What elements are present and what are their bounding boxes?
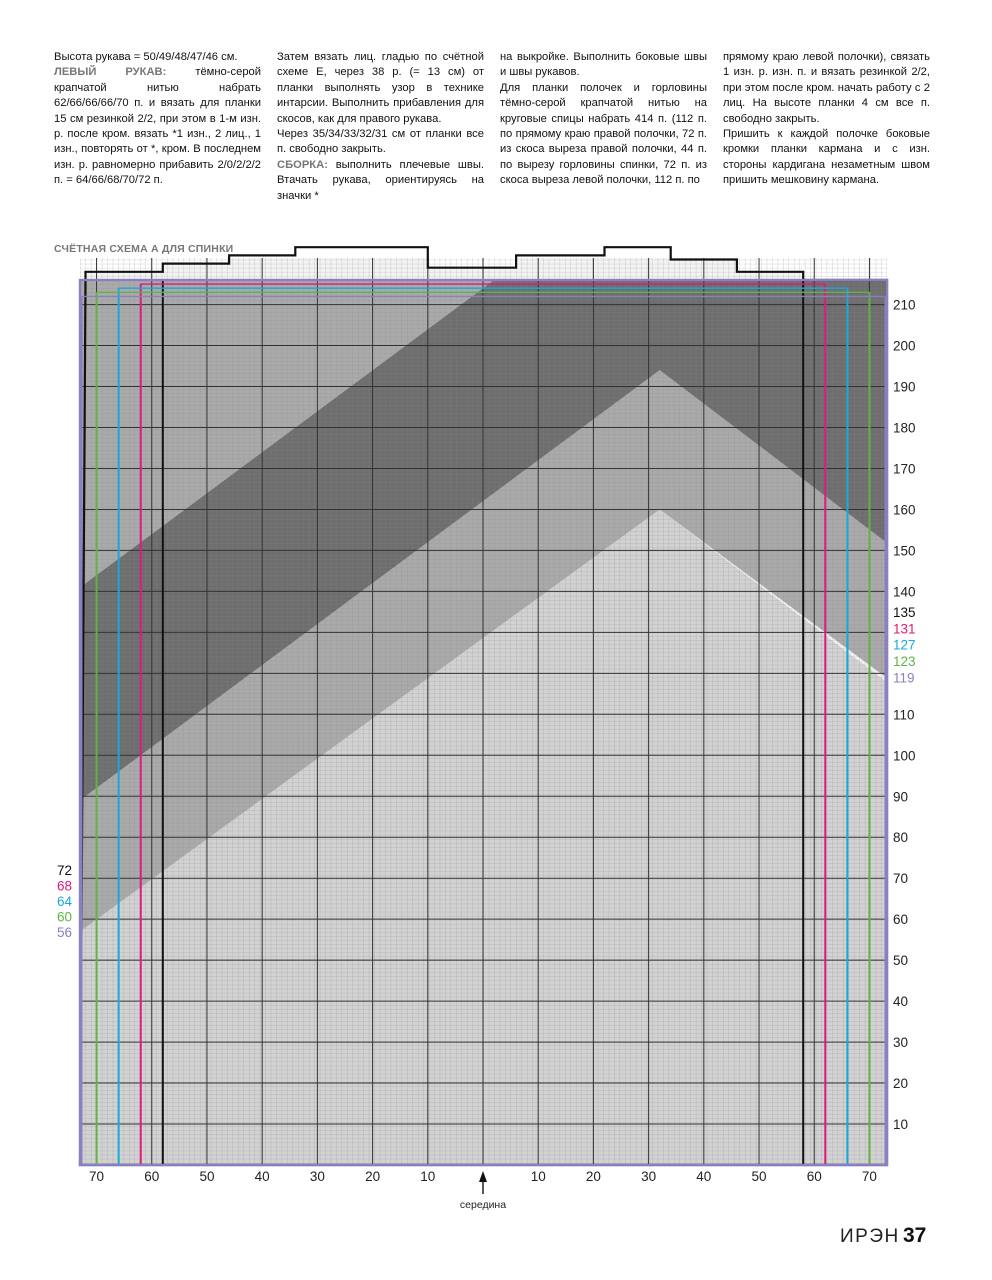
center-arrow-head [479, 1171, 487, 1182]
paragraph-text: Через 35/34/33/32/31 см от планки все п. свободно закрыть. [277, 128, 484, 156]
x-tick-label: 60 [144, 1169, 160, 1184]
paragraph-text: на выкройке. Выполнить боковые швы и швы рукавов. [500, 51, 707, 79]
paragraph-text: тёмно-серой крапчатой нитью набрать 62/66/66/66/70 п. и вязать для планки 15 см резинкой 2/2, при этом в 1-м изн. р. после кром. вязать *1 изн., 2 лиц., 1 изн., повторять от *, кром. В последнем изн. р. равномерно прибавить 2/0/2/2/2 п. = 64/66/68/70/72 п. [54, 66, 262, 187]
y-tick-label: 170 [893, 461, 916, 477]
y-tick-label: 20 [893, 1076, 909, 1092]
footer-brand: ИРЭН [840, 1226, 900, 1247]
y-tick-label: 140 [893, 584, 916, 600]
x-tick-label: 50 [199, 1169, 215, 1184]
size-stitch-label: 68 [56, 878, 72, 894]
y-tick-label: 100 [893, 748, 916, 764]
center-label: середина [459, 1199, 507, 1211]
chart-title: СЧЁТНАЯ СХЕМА А ДЛЯ СПИНКИ [54, 243, 234, 255]
x-tick-label: 30 [309, 1169, 325, 1184]
y-tick-label: 200 [893, 338, 916, 354]
x-tick-label: 70 [861, 1169, 877, 1184]
y-tick-label: 50 [893, 953, 909, 969]
y-tick-label: 180 [893, 420, 916, 436]
y-tick-label: 30 [893, 1035, 909, 1051]
x-tick-label: 70 [89, 1169, 105, 1184]
x-tick-label: 10 [530, 1169, 546, 1184]
y-tick-label: 10 [893, 1117, 909, 1133]
section-heading: ЛЕВЫЙ РУКАВ: [54, 66, 167, 79]
y-tick-label: 210 [893, 297, 916, 313]
y-tick-label: 60 [893, 912, 909, 928]
y-tick-label: 70 [893, 871, 909, 887]
y-tick-label: 40 [893, 994, 909, 1010]
size-stitch-label: 72 [56, 863, 72, 878]
x-tick-label: 20 [365, 1169, 381, 1184]
y-tick-label: 160 [893, 502, 916, 518]
paragraph-text: Затем вязать лиц. гладью по счётной схеме Е, через 38 р. (= 13 см) от планки выполнять узор в технике интарсии. Выполнить прибавления для скосов, как для правого рукава. [277, 51, 484, 125]
y-tick-label: 90 [893, 789, 909, 805]
size-row-label: 135 [893, 604, 916, 620]
paragraph-text: Для планки полочек и горловины тёмно-серой крапчатой нитью на круговые спицы набрать 414 п. (112 п. по прямому краю правой полочки, 72 п. из скоса выреза правой полочки, 44 п. по вырезу горловины спинки, 72 п. из скоса выреза левой полочки, 112 п. по [500, 81, 707, 187]
size-stitch-label: 56 [56, 925, 72, 940]
size-row-label: 123 [893, 654, 916, 670]
y-tick-label: 150 [893, 543, 916, 559]
size-row-label: 119 [893, 670, 915, 686]
x-tick-label: 30 [641, 1169, 657, 1184]
x-tick-label: 60 [806, 1169, 822, 1184]
y-tick-label: 110 [893, 707, 915, 723]
x-tick-label: 20 [585, 1169, 601, 1184]
paragraph-text: Высота рукава = 50/49/48/47/46 см. [54, 51, 238, 63]
paragraph-text: Пришить к каждой полочке боковые кромки планки кармана и с изн. стороны кардигана незаметным швом пришить мешковину кармана. [723, 128, 930, 187]
paragraph-text: прямому краю левой полочки), связать 1 изн. р. изн. п. и вязать резинкой 2/2, при этом после кром. начать работу с 2 лиц. На высоте планки 4 см все п. свободно закрыть. [723, 51, 930, 125]
size-row-label: 127 [893, 637, 916, 653]
section-heading: СБОРКА: [277, 158, 328, 171]
x-tick-label: 50 [751, 1169, 767, 1184]
size-stitch-label: 60 [56, 909, 72, 925]
x-tick-label: 40 [696, 1169, 712, 1184]
page-number: 37 [903, 1224, 927, 1247]
paragraph-text: выполнить плечевые швы. Втачать рукава, ориентируясь на значки * [277, 158, 484, 202]
x-tick-label: 10 [420, 1169, 436, 1184]
y-tick-label: 190 [893, 379, 916, 395]
y-tick-label: 80 [893, 830, 909, 846]
size-row-label: 131 [893, 621, 916, 637]
size-stitch-label: 64 [56, 894, 72, 909]
x-tick-label: 40 [254, 1169, 270, 1184]
